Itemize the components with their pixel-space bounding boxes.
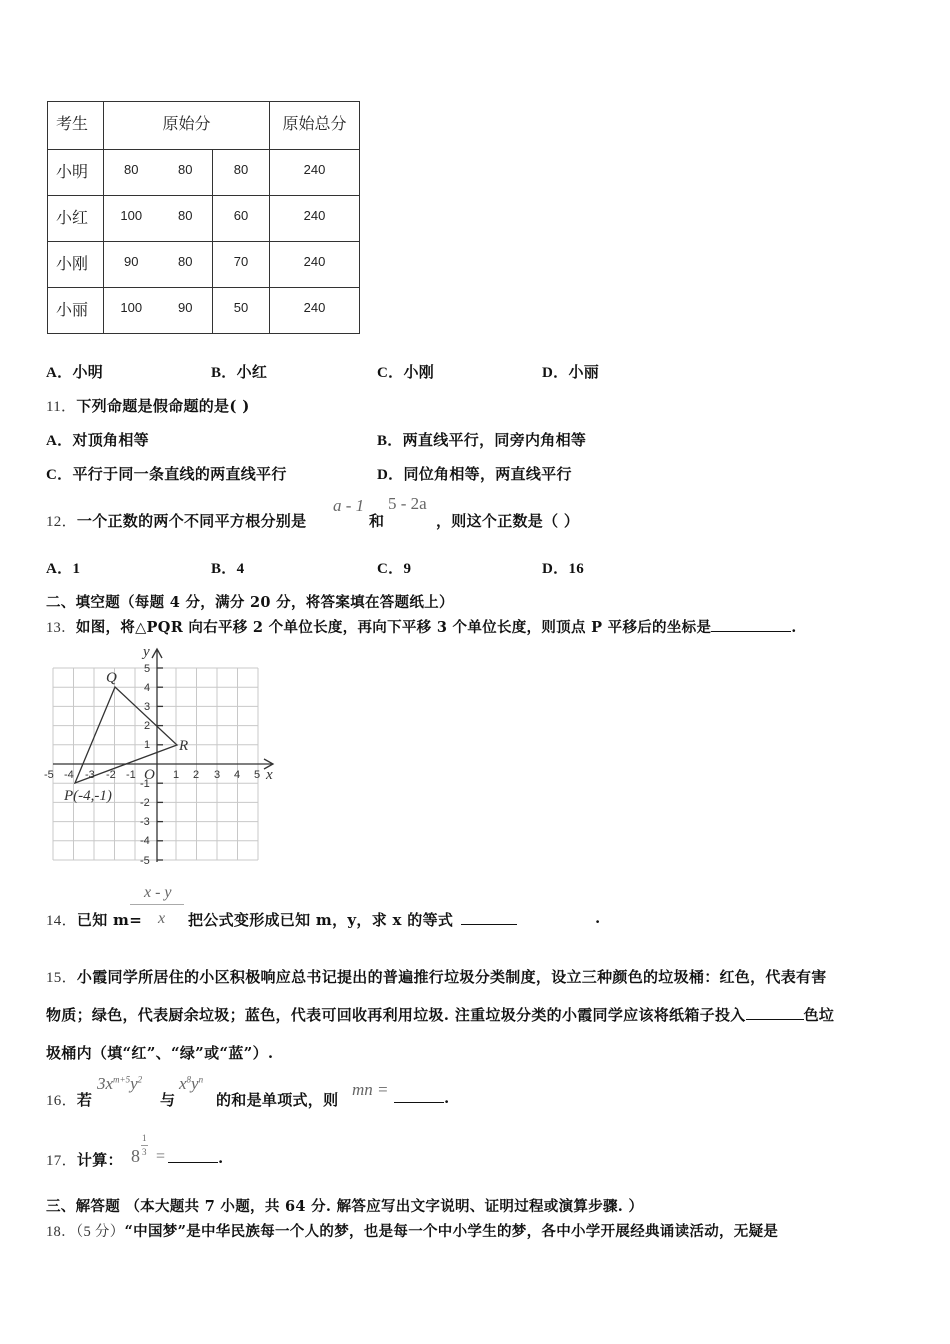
- question-text: 若: [76, 1091, 93, 1109]
- table-header-row: [48, 102, 360, 150]
- y-tick: -4: [140, 835, 150, 847]
- cell-name: 小丽: [48, 288, 104, 334]
- q18-stem: [46, 1220, 778, 1241]
- term-exponent: 8: [186, 1074, 192, 1085]
- cell-score: 90: [159, 288, 213, 334]
- question-number: 18．: [46, 1224, 76, 1240]
- q10-option-a[interactable]: [46, 361, 103, 382]
- option-text: 9: [403, 561, 412, 577]
- q12-option-d[interactable]: [542, 557, 584, 578]
- option-letter: D．: [542, 365, 569, 381]
- question-text: 色垃: [803, 1006, 835, 1024]
- table-row: [48, 196, 360, 242]
- x-tick: 4: [234, 769, 241, 781]
- x-axis-label: x: [266, 767, 273, 783]
- y-tick: -2: [140, 797, 150, 809]
- option-letter: B．: [377, 433, 403, 449]
- question-text: 物质；绿色，代表厨余垃圾；蓝色，代表可回收再利用垃圾. 注重垃圾分类的小霞同学应该将纸箱子投入: [46, 1006, 746, 1024]
- term-exponent: m+5: [113, 1074, 131, 1085]
- answer-blank[interactable]: [746, 1007, 804, 1020]
- option-text: 小刚: [403, 363, 435, 381]
- cell-total: 240: [270, 288, 360, 334]
- question-number: 14．: [46, 913, 77, 929]
- section-3-title: 三、解答题 （本大题共 7 小题，共 64 分. 解答应写出文字说明、证明过程或演算步骤. ）: [46, 1198, 644, 1215]
- option-text: 两直线平行，同旁内角相等: [402, 431, 587, 449]
- question-number: 11．: [46, 399, 77, 415]
- term-exponent: 2: [137, 1074, 143, 1085]
- q13-stem: [46, 616, 797, 637]
- x-tick: -3: [85, 769, 95, 781]
- x-tick: 1: [173, 769, 180, 781]
- question-text: 下列命题是假命题的是( ): [76, 397, 250, 415]
- q12-expr-1: a - 1: [333, 496, 365, 515]
- q12-option-c[interactable]: [377, 557, 411, 578]
- coordinate-graph: [40, 640, 290, 870]
- q14-stem: [46, 909, 142, 930]
- question-text: 计算：: [76, 1151, 123, 1169]
- cell-score: 100: [104, 288, 159, 334]
- y-tick: 1: [144, 739, 151, 751]
- q14-numerator: x - y: [144, 884, 172, 901]
- cell-name: 小红: [48, 196, 104, 242]
- y-axis-label: y: [143, 644, 150, 660]
- y-tick: 5: [144, 663, 151, 675]
- cell-score: 80: [213, 150, 270, 196]
- option-text: 对顶角相等: [72, 431, 149, 449]
- option-letter: D．: [377, 467, 404, 483]
- x-tick: 3: [214, 769, 221, 781]
- x-tick: -2: [106, 769, 116, 781]
- header-student: 考生: [48, 102, 104, 150]
- q17-exp-numerator: 1: [142, 1133, 147, 1143]
- point-r-label: R: [179, 738, 189, 754]
- cell-name: 小明: [48, 150, 104, 196]
- option-text: 16: [568, 561, 585, 577]
- y-tick: -5: [140, 855, 150, 867]
- q11-option-a[interactable]: [46, 429, 149, 450]
- question-number: 12．: [46, 514, 77, 530]
- q12-option-b[interactable]: [211, 557, 244, 578]
- answer-blank[interactable]: [168, 1150, 218, 1163]
- cell-score: 80: [104, 150, 159, 196]
- score-table: [47, 101, 360, 334]
- question-text: 小霞同学所居住的小区积极响应总书记提出的普遍推行垃圾分类制度，设立三种颜色的垃圾桶：红色，代表有害: [76, 968, 827, 986]
- point-q-label: Q: [106, 670, 117, 686]
- header-raw-scores: 原始分: [104, 102, 270, 150]
- q16-stem-rest: 的和是单项式，则: [216, 1091, 339, 1109]
- header-raw-total: 原始总分: [270, 102, 360, 150]
- q16-with: 与: [160, 1091, 176, 1109]
- q12-stem-end: ，则这个正数是（ ）: [436, 512, 580, 530]
- q17-exp-denominator: 3: [142, 1147, 147, 1157]
- q10-option-b[interactable]: [211, 361, 267, 382]
- y-tick: -3: [140, 816, 150, 828]
- q17-answer: [168, 1149, 224, 1167]
- option-letter: A．: [46, 365, 73, 381]
- question-number: 15．: [46, 970, 77, 986]
- period: .: [218, 1149, 224, 1167]
- option-text: 小丽: [568, 363, 600, 381]
- table-row: [48, 288, 360, 334]
- y-tick: 2: [144, 720, 151, 732]
- origin-label: O: [144, 767, 155, 783]
- option-text: 同位角相等，两直线平行: [403, 465, 572, 483]
- term-base: x: [179, 1074, 187, 1093]
- x-tick: -1: [126, 769, 136, 781]
- q14-period: .: [595, 909, 601, 927]
- x-tick: -4: [64, 769, 74, 781]
- q12-option-a[interactable]: [46, 557, 80, 578]
- question-text: 如图，将△PQR 向右平移 2 个单位长度，再向下平移 3 个单位长度，则顶点 P 平移后的坐标是: [75, 619, 712, 636]
- option-letter: B．: [211, 365, 237, 381]
- option-letter: B．: [211, 561, 237, 577]
- option-letter: C．: [377, 365, 404, 381]
- cell-total: 240: [270, 242, 360, 288]
- option-text: 平行于同一条直线的两直线平行: [72, 465, 287, 483]
- q14-stem-rest: [188, 909, 517, 930]
- section-2-title: 二、填空题（每题 4 分，满分 20 分，将答案填在答题纸上）: [46, 594, 454, 611]
- cell-total: 240: [270, 196, 360, 242]
- option-text: 小明: [72, 363, 104, 381]
- term-base: y: [130, 1074, 138, 1093]
- answer-blank[interactable]: [711, 619, 791, 632]
- q17-base: 8: [131, 1146, 140, 1166]
- question-text: 一个正数的两个不同平方根分别是: [76, 512, 307, 530]
- option-letter: C．: [46, 467, 73, 483]
- table-row: [48, 242, 360, 288]
- period: .: [791, 619, 797, 636]
- cell-score: 90: [104, 242, 159, 288]
- y-tick: -1: [140, 778, 150, 790]
- cell-score: 70: [213, 242, 270, 288]
- y-tick: 4: [144, 682, 151, 694]
- cell-score: 100: [104, 196, 159, 242]
- x-tick: 2: [193, 769, 200, 781]
- q17-equals: =: [156, 1148, 166, 1165]
- option-letter: C．: [377, 561, 404, 577]
- q16-expr: mn =: [352, 1080, 389, 1099]
- cell-name: 小刚: [48, 242, 104, 288]
- q15-line-1: [46, 966, 827, 987]
- q15-line-2: [46, 1004, 834, 1025]
- q12-expr-2: 5 - 2a: [388, 494, 427, 513]
- cell-score: 50: [213, 288, 270, 334]
- option-text: 4: [236, 561, 245, 577]
- q10-option-d[interactable]: [542, 361, 599, 382]
- q16-term-1: [97, 1074, 142, 1094]
- term-base: 3x: [97, 1074, 114, 1093]
- option-text: 1: [72, 561, 81, 577]
- question-number: 13．: [46, 620, 76, 636]
- q16-term-2: [179, 1074, 203, 1094]
- q17-stem: [46, 1149, 123, 1170]
- answer-blank[interactable]: [394, 1090, 444, 1103]
- x-tick: -5: [44, 769, 54, 781]
- period: .: [444, 1089, 450, 1107]
- table-row: [48, 150, 360, 196]
- q11-option-c[interactable]: [46, 463, 287, 484]
- q11-option-d[interactable]: [377, 463, 572, 484]
- question-points: （5 分）: [75, 1224, 125, 1240]
- fraction-bar: [130, 904, 184, 905]
- cell-score: 80: [159, 150, 213, 196]
- term-exponent: n: [198, 1074, 204, 1085]
- question-text: 已知 m=: [76, 911, 143, 929]
- q12-stem: [46, 510, 306, 531]
- y-tick: 3: [144, 701, 151, 713]
- point-p-label: P(-4,-1): [64, 788, 112, 804]
- cell-score: 80: [159, 242, 213, 288]
- term-base: y: [191, 1074, 199, 1093]
- x-tick: 5: [254, 769, 261, 781]
- option-letter: A．: [46, 561, 73, 577]
- cell-score: 60: [213, 196, 270, 242]
- option-text: 小红: [236, 363, 268, 381]
- option-letter: D．: [542, 561, 569, 577]
- q15-line-3: 圾桶内（填“红”、“绿”或“蓝”）.: [46, 1044, 274, 1062]
- cell-total: 240: [270, 150, 360, 196]
- q12-and: 和: [369, 512, 385, 530]
- question-number: 17．: [46, 1153, 77, 1169]
- option-letter: A．: [46, 433, 73, 449]
- q16-answer: [394, 1089, 450, 1107]
- question-text: “中国梦”是中华民族每一个人的梦，也是每一个中小学生的梦，各中小学开展经典诵读活动，无疑是: [124, 1223, 779, 1240]
- q10-option-c[interactable]: [377, 361, 434, 382]
- q11-stem: [46, 395, 250, 416]
- cell-score: 80: [159, 196, 213, 242]
- q11-option-b[interactable]: [377, 429, 586, 450]
- question-text: 把公式变形成已知 m，y，求 x 的等式: [188, 911, 454, 929]
- question-number: 16．: [46, 1093, 77, 1109]
- answer-blank[interactable]: [461, 912, 517, 925]
- q14-denominator: x: [158, 910, 166, 927]
- exp-fraction-bar: [141, 1145, 148, 1146]
- q16-stem: [46, 1089, 92, 1110]
